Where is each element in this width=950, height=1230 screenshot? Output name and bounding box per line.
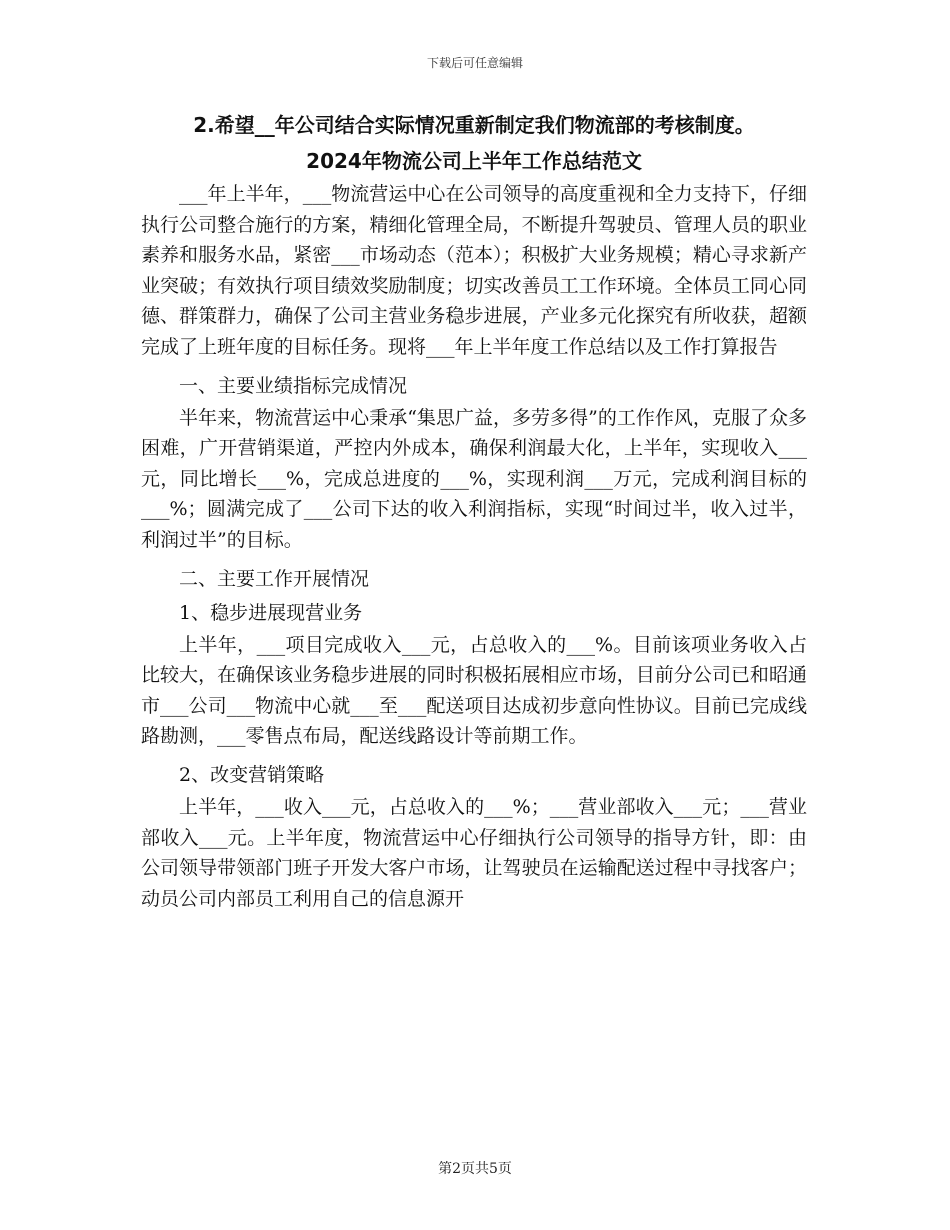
document-body xyxy=(141,107,807,914)
subsection-2-title: 2、改变营销策略 xyxy=(179,763,325,786)
section-1-paragraph: 半年来，物流营运中心秉承“集思广益，多劳多得”的工作作风，克服了众多困难，广开营销渠道，严控内外成本，确保利润最大化，上半年，实现收入___元，同比增长___%，完成总进度的___%，实现利润___万元，完成利润目标的___%；圆满完成了___公司下达的收入利润指标，实现“时间过半，收入过半，利润过半”的目标。 xyxy=(141,406,807,551)
subsection-2-paragraph: 上半年，___收入___元，占总收入的___%；___营业部收入___元；___营业部收入___元。上半年度，物流营运中心仔细执行公司领导的指导方针，即：由公司领导带领部门班子开发大客户市场，让驾驶员在运输配送过程中寻找客户；动员公司内部员工利用自己的信息源开 xyxy=(141,795,807,910)
document-title: 2024年物流公司上半年工作总结范文 xyxy=(306,149,642,173)
section-1-title: 一、主要业绩指标完成情况 xyxy=(179,374,408,397)
section-2-title: 二、主要工作开展情况 xyxy=(179,567,370,590)
intro-paragraph: ___年上半年，___物流营运中心在公司领导的高度重视和全力支持下，仔细执行公司整合施行的方案，精细化管理全局，不断提升驾驶员、管理人员的职业素养和服务水品，紧密___市场动态（范本）；积极扩大业务规模；精心寻求新产业突破；有效执行项目绩效奖励制度；切实改善员工工作环境。全体员工同心同德、群策群力，确保了公司主营业务稳步进展，产业多元化探究有所收获，超额完成了上班年度的目标任务。现将___年上半年度工作总结以及工作打算报告 xyxy=(141,183,807,358)
subsection-1-paragraph: 上半年，___项目完成收入___元，占总收入的___%。目前该项业务收入占比较大，在确保该业务稳步进展的同时积极拓展相应市场，目前分公司已和昭通市___公司___物流中心就___至___配送项目达成初步意向性协议。目前已完成线路勘测，___零售点布局，配送线路设计等前期工作。 xyxy=(141,633,807,748)
carryover-heading: 2.希望__年公司结合实际情况重新制定我们物流部的考核制度。 xyxy=(193,113,755,137)
page-footer: 第2页共5页 xyxy=(438,1161,512,1177)
subsection-1-title: 1、稳步进展现营业务 xyxy=(179,601,363,624)
header-note: 下载后可任意编辑 xyxy=(426,56,523,70)
